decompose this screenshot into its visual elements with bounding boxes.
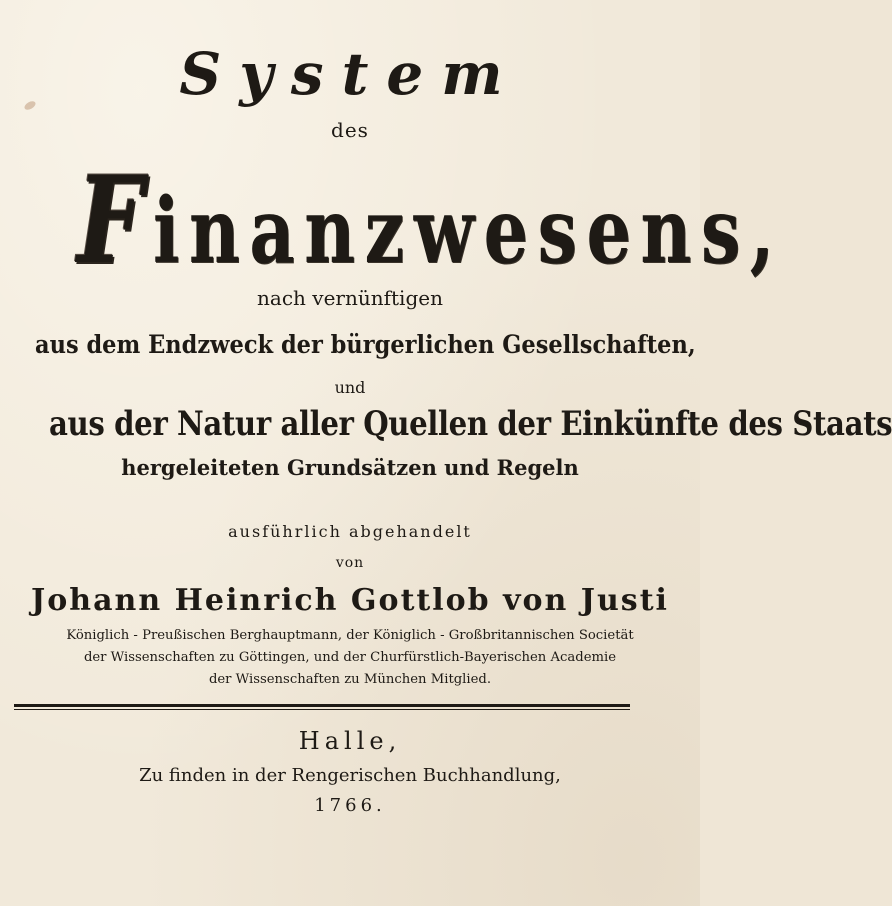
subtitle-line-3: und [334, 378, 366, 397]
subtitle-line-4: aus der Natur aller Quellen der Einkünfte des Staats [49, 404, 892, 444]
subtitle-line-2: aus dem Endzweck der bürgerlichen Gesellschaften, [35, 330, 696, 359]
title-des: des [331, 118, 369, 142]
imprint-year: 1766. [314, 795, 386, 816]
author-title-line-3: der Wissenschaften zu München Mitglied. [208, 672, 492, 687]
treated-line: ausführlich abgehandelt [228, 522, 472, 541]
subtitle-line-1: nach vernünftigen [257, 286, 443, 310]
author-name: Johann Heinrich Gottlob von Justi [31, 583, 669, 618]
imprint-place: Halle, [298, 727, 402, 755]
divider-rule [14, 704, 630, 710]
title-system: System [179, 40, 521, 108]
title-finanzwesens-rest: inanzwesens, [152, 178, 784, 284]
decorated-initial: F [77, 150, 153, 291]
title-finanzwesens [77, 150, 784, 291]
subtitle-line-5: hergeleiteten Grundsätzen und Regeln [121, 455, 579, 480]
author-title-line-2: der Wissenschaften zu Göttingen, und der Churfürstlich-Bayerischen Academie [83, 650, 617, 665]
by-line: von [335, 555, 365, 571]
author-title-line-1: Königlich - Preußischen Berghauptmann, der Königlich - Großbritannischen Societät [66, 628, 634, 643]
imprint-publisher: Zu finden in der Rengerischen Buchhandlung, [139, 765, 561, 786]
